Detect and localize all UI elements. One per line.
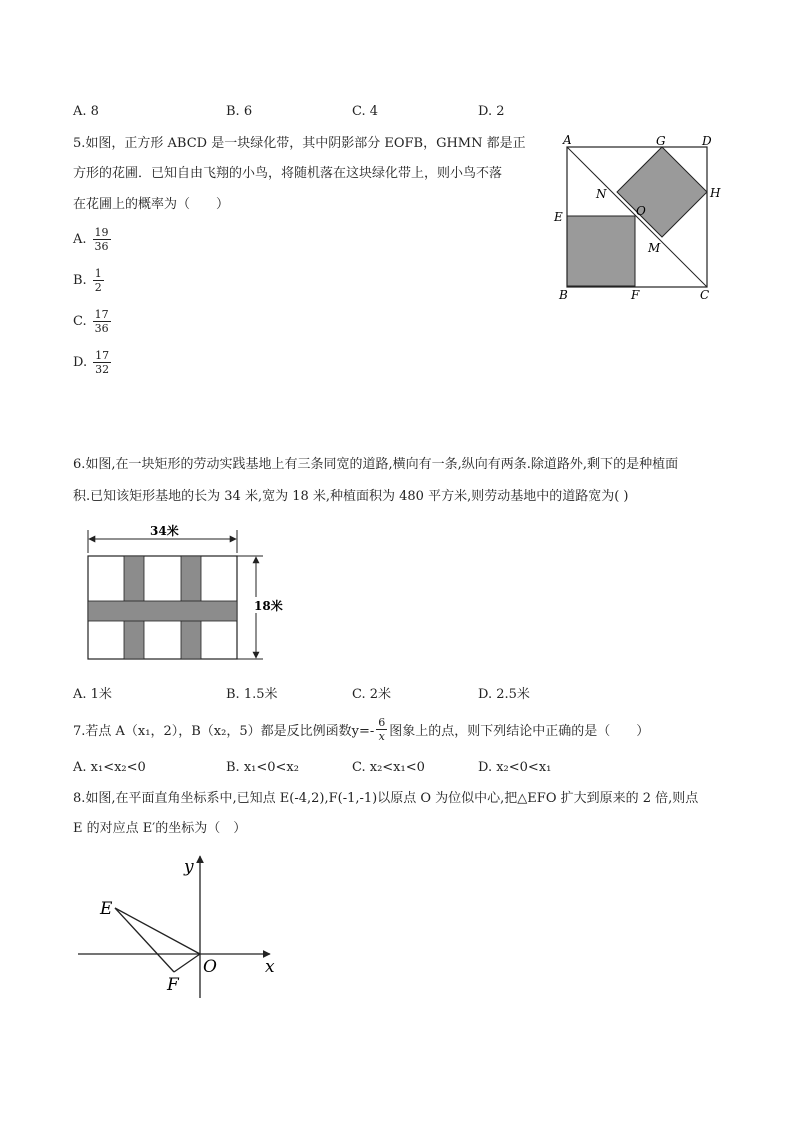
q5-label-g: G	[656, 134, 666, 148]
q5-label-f: F	[631, 288, 640, 302]
q5-option-d	[73, 349, 111, 376]
q7-option-b: B. x₁<0<x₂	[226, 760, 299, 775]
q7-stem-after: 图象上的点，则下列结论中正确的是（ ）	[389, 724, 650, 739]
q5-label-b: B	[559, 288, 568, 302]
q8-label-o: O	[203, 957, 217, 977]
q8-label-y: y	[184, 857, 194, 877]
q5-stem-line3: 在花圃上的概率为（ ）	[73, 197, 230, 212]
q4-option-b: B. 6	[226, 104, 253, 119]
q5-option-d-den: 32	[95, 363, 110, 376]
q5-label-m: M	[648, 241, 661, 255]
q5-label-n: N	[596, 187, 607, 201]
q7-fraction-den: x	[378, 730, 385, 743]
q5-option-a-fraction	[93, 226, 111, 253]
q6-stem-line1: 6.如图,在一块矩形的劳动实践基地上有三条同宽的道路,横向有一条,纵向有两条.除道路外,剩下的是种植面	[73, 457, 679, 472]
q5-option-d-num: 17	[95, 349, 110, 362]
q5-stem-line1: 5.如图，正方形 ABCD 是一块绿化带，其中阴影部分 EOFB，GHMN 都是正	[73, 136, 526, 151]
q5-label-c: C	[700, 288, 710, 302]
q5-option-c-fraction	[93, 308, 111, 335]
q7-option-c: C. x₂<x₁<0	[352, 760, 425, 775]
q6-width-label: 34米	[150, 524, 179, 538]
q5-option-a-label: A.	[73, 232, 87, 247]
q5-option-b-label: B.	[73, 273, 87, 288]
q8-coordinate-figure	[70, 848, 290, 1003]
q5-option-a-den: 36	[94, 240, 109, 253]
q6-option-c: C. 2米	[352, 687, 392, 702]
q8-label-x: x	[265, 957, 275, 977]
q5-option-b-num: 1	[94, 267, 102, 280]
q4-option-a: A. 8	[73, 104, 99, 119]
q5-option-a-num: 19	[94, 226, 109, 239]
q5-option-c-den: 36	[94, 322, 109, 335]
q5-option-c-num: 17	[94, 308, 109, 321]
q4-option-c: C. 4	[352, 104, 379, 119]
q5-option-b	[73, 267, 104, 294]
q8-stem-line1: 8.如图,在平面直角坐标系中,已知点 E(-4,2),F(-1,-1)以原点 O 为位似中心,把△EFO 扩大到原来的 2 倍,则点	[73, 791, 699, 806]
q5-option-d-label: D.	[73, 355, 88, 370]
q6-stem-line2: 积.已知该矩形基地的长为 34 米,宽为 18 米,种植面积为 480 平方米,则劳动基地中的道路宽为( )	[73, 489, 629, 504]
q5-option-c-label: C.	[73, 314, 87, 329]
q7-option-d: D. x₂<0<x₁	[478, 760, 552, 775]
q5-square-figure	[550, 130, 730, 305]
q5-option-b-den: 2	[94, 281, 102, 294]
q6-option-a: A. 1米	[73, 687, 112, 702]
q8-segment-eo	[115, 908, 200, 954]
q4-option-d: D. 2	[478, 104, 505, 119]
q7-fraction-num: 6	[378, 716, 386, 729]
q6-option-b: B. 1.5米	[226, 687, 278, 702]
q5-label-h: H	[710, 186, 721, 200]
q5-option-a	[73, 226, 111, 253]
q8-label-f: F	[167, 975, 179, 995]
q6-height-label: 18米	[254, 599, 283, 613]
q5-label-d: D	[702, 134, 712, 148]
q5-stem-line2: 方形的花圃．已知自由飞翔的小鸟，将随机落在这块绿化带上，则小鸟不落	[73, 166, 503, 181]
q5-option-b-fraction	[93, 267, 104, 294]
q7-option-a: A. x₁<x₂<0	[73, 760, 146, 775]
q5-option-c	[73, 308, 111, 335]
q7-stem	[73, 716, 649, 743]
q5-option-d-fraction	[93, 349, 111, 376]
q6-field-figure	[80, 518, 295, 666]
q8-segment-ef	[115, 908, 174, 972]
q5-label-a: A	[563, 133, 572, 147]
q5-label-o: O	[636, 204, 646, 218]
q5-shaded-square-eofb	[567, 216, 635, 286]
q7-stem-before: 7.若点 A（x₁，2），B（x₂，5）都是反比例函数y=-	[73, 724, 375, 739]
q7-fraction	[376, 716, 387, 743]
q8-segment-fo	[174, 954, 200, 972]
q8-stem-line2: E 的对应点 E′的坐标为（ ）	[73, 821, 247, 836]
q8-label-e: E	[100, 899, 113, 919]
q6-option-d: D. 2.5米	[478, 687, 530, 702]
q5-label-e: E	[554, 210, 563, 224]
q6-road-horizontal	[88, 601, 237, 621]
